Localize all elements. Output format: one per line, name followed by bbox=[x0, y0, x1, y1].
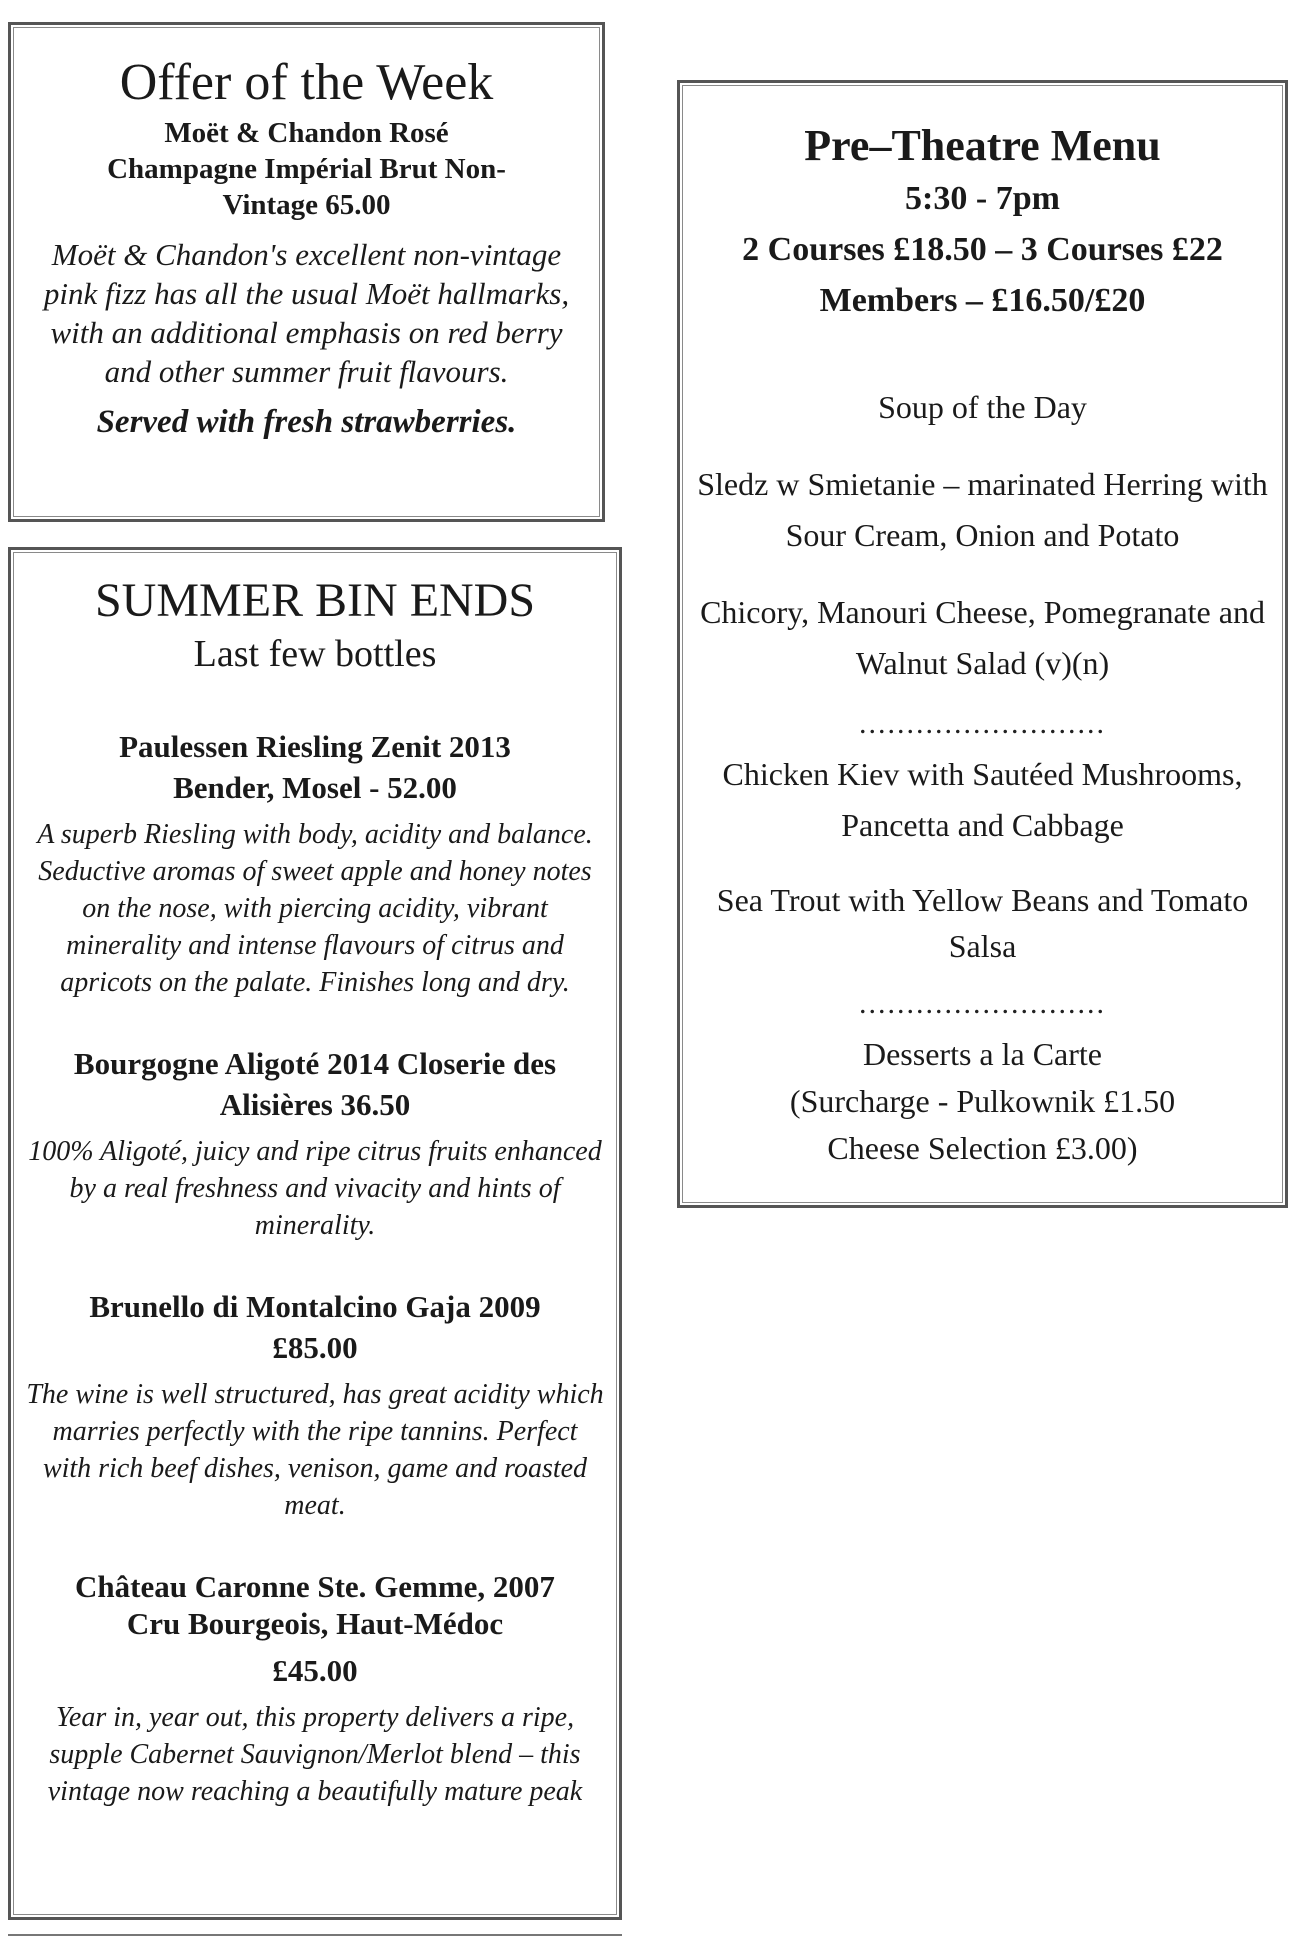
wine-description: A superb Riesling with body, acidity and balance. Seductive aromas of sweet apple and honey notes on the nose, with piercing acidity, vibrant minerality and intense flavours of citrus and apricots on the palate. Finishes long and dry. bbox=[37, 819, 593, 998]
wine-item bbox=[25, 1288, 605, 1524]
dessert-line: Desserts a la Carte bbox=[862, 1036, 1102, 1072]
wine-name: Brunello di Montalcino Gaja 2009 bbox=[89, 1289, 541, 1324]
starter-item: Chicory, Manouri Cheese, Pomegranate and Walnut Salad (v)(n) bbox=[700, 594, 1265, 681]
wine-item bbox=[25, 728, 605, 1001]
pre-theatre-time: 5:30 - 7pm bbox=[905, 180, 1060, 217]
dessert-surcharge: (Surcharge - Pulkownik £1.50 bbox=[789, 1083, 1176, 1119]
offer-description: Moët & Chandon's excellent non-vintage pink fizz has all the usual Moët hallmarks, with an additional emphasis on red berry and other summer fruit flavours. bbox=[43, 237, 570, 389]
course-separator: .......................... bbox=[859, 987, 1106, 1020]
pre-theatre-members-pricing: Members – £16.50/£20 bbox=[819, 282, 1146, 319]
wine-price: £45.00 bbox=[272, 1653, 358, 1688]
pre-theatre-menu-panel bbox=[677, 80, 1288, 1208]
bottom-divider bbox=[8, 1934, 622, 1936]
offer-served-note: Served with fresh strawberries. bbox=[96, 404, 517, 440]
offer-wine-line-2: Champagne Impérial Brut Non- bbox=[107, 153, 506, 185]
dessert-cheese: Cheese Selection £3.00) bbox=[827, 1130, 1138, 1166]
main-item: Chicken Kiev with Sautéed Mushrooms, Pancetta and Cabbage bbox=[722, 756, 1243, 843]
wine-name: Paulessen Riesling Zenit 2013 bbox=[119, 729, 511, 764]
wine-price: Bender, Mosel - 52.00 bbox=[173, 770, 457, 805]
offer-wine-line-1: Moët & Chandon Rosé bbox=[164, 117, 449, 149]
wine-appellation: Cru Bourgeois, Haut-Médoc bbox=[126, 1606, 504, 1641]
offer-wine-line-3: Vintage 65.00 bbox=[222, 189, 391, 221]
wine-name: Château Caronne Ste. Gemme, 2007 bbox=[75, 1569, 555, 1604]
wine-name: Bourgogne Aligoté 2014 Closerie des bbox=[73, 1046, 557, 1081]
summer-bin-ends-panel bbox=[8, 547, 622, 1920]
pre-theatre-pricing: 2 Courses £18.50 – 3 Courses £22 bbox=[742, 231, 1223, 268]
bin-ends-title: SUMMER BIN ENDS bbox=[94, 574, 536, 627]
bin-ends-subtitle: Last few bottles bbox=[193, 633, 437, 675]
wine-item bbox=[25, 1045, 605, 1244]
offer-title: Offer of the Week bbox=[119, 54, 494, 111]
starter-item: Soup of the Day bbox=[878, 389, 1087, 425]
wine-description: The wine is well structured, has great acidity which marries perfectly with the ripe tannins. Perfect with rich beef dishes, venison, game and roasted meat. bbox=[26, 1379, 604, 1521]
wine-price: £85.00 bbox=[272, 1330, 358, 1365]
wine-description: 100% Aligoté, juicy and ripe citrus fruits enhanced by a real freshness and vivacity and hints of minerality. bbox=[28, 1136, 602, 1241]
starter-item: Sledz w Smietanie – marinated Herring with Sour Cream, Onion and Potato bbox=[697, 466, 1268, 553]
main-item: Sea Trout with Yellow Beans and Tomato Salsa bbox=[716, 882, 1249, 964]
offer-of-the-week-panel bbox=[8, 22, 605, 522]
course-separator: .......................... bbox=[859, 707, 1106, 740]
wine-price: Alisières 36.50 bbox=[219, 1087, 411, 1122]
pre-theatre-title: Pre–Theatre Menu bbox=[804, 121, 1161, 170]
wine-description: Year in, year out, this property delivers a ripe, supple Cabernet Sauvignon/Merlot blend – this vintage now reaching a beautifully mature peak bbox=[47, 1702, 583, 1807]
wine-item bbox=[25, 1568, 605, 1810]
